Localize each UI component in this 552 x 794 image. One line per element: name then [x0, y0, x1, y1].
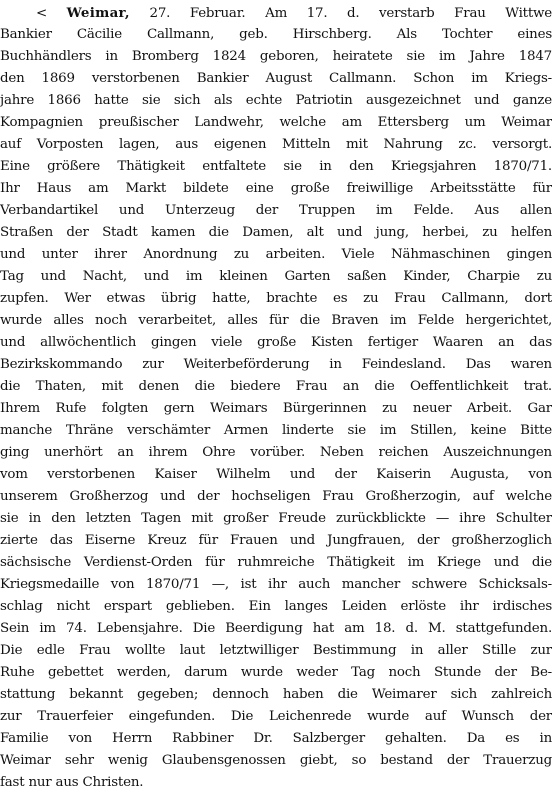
article-line: zierte das Eiserne Kreuz für Frauen und Jungfrauen, der großherzoglich [0, 533, 552, 548]
article-line: vom verstorbenen Kaiser Wilhelm und der Kaiserin Augusta, von [0, 467, 552, 482]
article-line: Eine größere Thätigkeit entfaltete sie in den Kriegsjahren 1870/71. [0, 159, 552, 174]
article-line: Straßen der Stadt kamen die Damen, alt und jung, herbei, zu helfen [0, 225, 552, 240]
article-line: Ihr Haus am Markt bildete eine große freiwillige Arbeitsstätte für [0, 181, 552, 196]
article-line: Kriegsmedaille von 1870/71 —, ist ihr auch mancher schwere Schicksals- [0, 577, 552, 592]
article-line: manche Thräne verschämter Armen linderte sie im Stillen, keine Bitte [0, 423, 552, 438]
article-line: Ruhe gebettet werden, darum wurde weder Tag noch Stunde der Be- [0, 665, 552, 680]
article-line: zupfen. Wer etwas übrig hatte, brachte es zu Frau Callmann, dort [0, 291, 552, 306]
article-line: und unter ihrer Anordnung zu arbeiten. Viele Nähmaschinen gingen [0, 247, 552, 262]
article-line: die Thaten, mit denen die biedere Frau an die Oeffentlichkeit trat. [0, 379, 552, 394]
article-line: Verbandartikel und Unterzeug der Truppen im Felde. Aus allen [0, 203, 552, 218]
article-line: stattung bekannt gegeben; dennoch haben die Weimarer sich zahlreich [0, 687, 552, 702]
article-line: Buchhändlers in Bromberg 1824 geboren, heiratete sie im Jahre 1847 [0, 49, 552, 64]
dateline-date: 27. Februar. [149, 6, 246, 21]
article-line: Bankier Cäcilie Callmann, geb. Hirschberg. Als Tochter eines [0, 27, 552, 42]
dateline-marker: < [36, 6, 48, 21]
article-line: fast nur aus Christen. [0, 775, 144, 790]
article-line: Kompagnien preußischer Landwehr, welche am Ettersberg um Weimar [0, 115, 552, 130]
article-line: Bezirkskommando zur Weiterbeförderung in Feindesland. Das waren [0, 357, 552, 372]
newspaper-article [0, 2, 552, 790]
article-line: Tag und Nacht, und im kleinen Garten saßen Kinder, Charpie zu [0, 269, 552, 284]
article-line: auf Vorposten lagen, aus eigenen Mitteln mit Nahrung zc. versorgt. [0, 137, 552, 152]
article-line: Sein im 74. Lebensjahre. Die Beerdigung hat am 18. d. M. stattgefunden. [0, 621, 552, 636]
article-line: jahre 1866 hatte sie sich als echte Patriotin ausgezeichnet und ganze [0, 93, 552, 108]
article-line: schlag nicht erspart geblieben. Ein langes Leiden erlöste ihr irdisches [0, 599, 552, 614]
article-line: Weimar sehr wenig Glaubensgenossen giebt, so bestand der Trauerzug [0, 753, 552, 768]
article-line: sächsische Verdienst-Orden für ruhmreiche Thätigkeit im Kriege und die [0, 555, 552, 570]
article-line: den 1869 verstorbenen Bankier August Callmann. Schon im Kriegs- [0, 71, 552, 86]
article-line: Die edle Frau wollte laut letztwilliger Bestimmung in aller Stille zur [0, 643, 552, 658]
article-line: zur Trauerfeier eingefunden. Die Leichenrede wurde auf Wunsch der [0, 709, 552, 724]
article-line: Familie von Herrn Rabbiner Dr. Salzberger gehalten. Da es in [0, 731, 552, 746]
article-line-1 [0, 2, 552, 24]
article-line: Ihrem Rufe folgten gern Weimars Bürgerinnen zu neuer Arbeit. Gar [0, 401, 552, 416]
article-line: wurde alles noch verarbeitet, alles für die Braven im Felde hergerichtet, [0, 313, 552, 328]
article-line: ging unerhört an ihrem Ohre vorüber. Neben reichen Auszeichnungen [0, 445, 552, 460]
article-line-1-text: Am 17. d. verstarb Frau Wittwe [265, 6, 552, 21]
dateline-place: Weimar, [66, 5, 130, 21]
article-line: sie in den letzten Tagen mit großer Freude zurückblickte — ihre Schulter [0, 511, 552, 526]
article-line: unserem Großherzog und der hochseligen Frau Großherzogin, auf welche [0, 489, 552, 504]
article-line: und allwöchentlich gingen viele große Kisten fertiger Waaren an das [0, 335, 552, 350]
